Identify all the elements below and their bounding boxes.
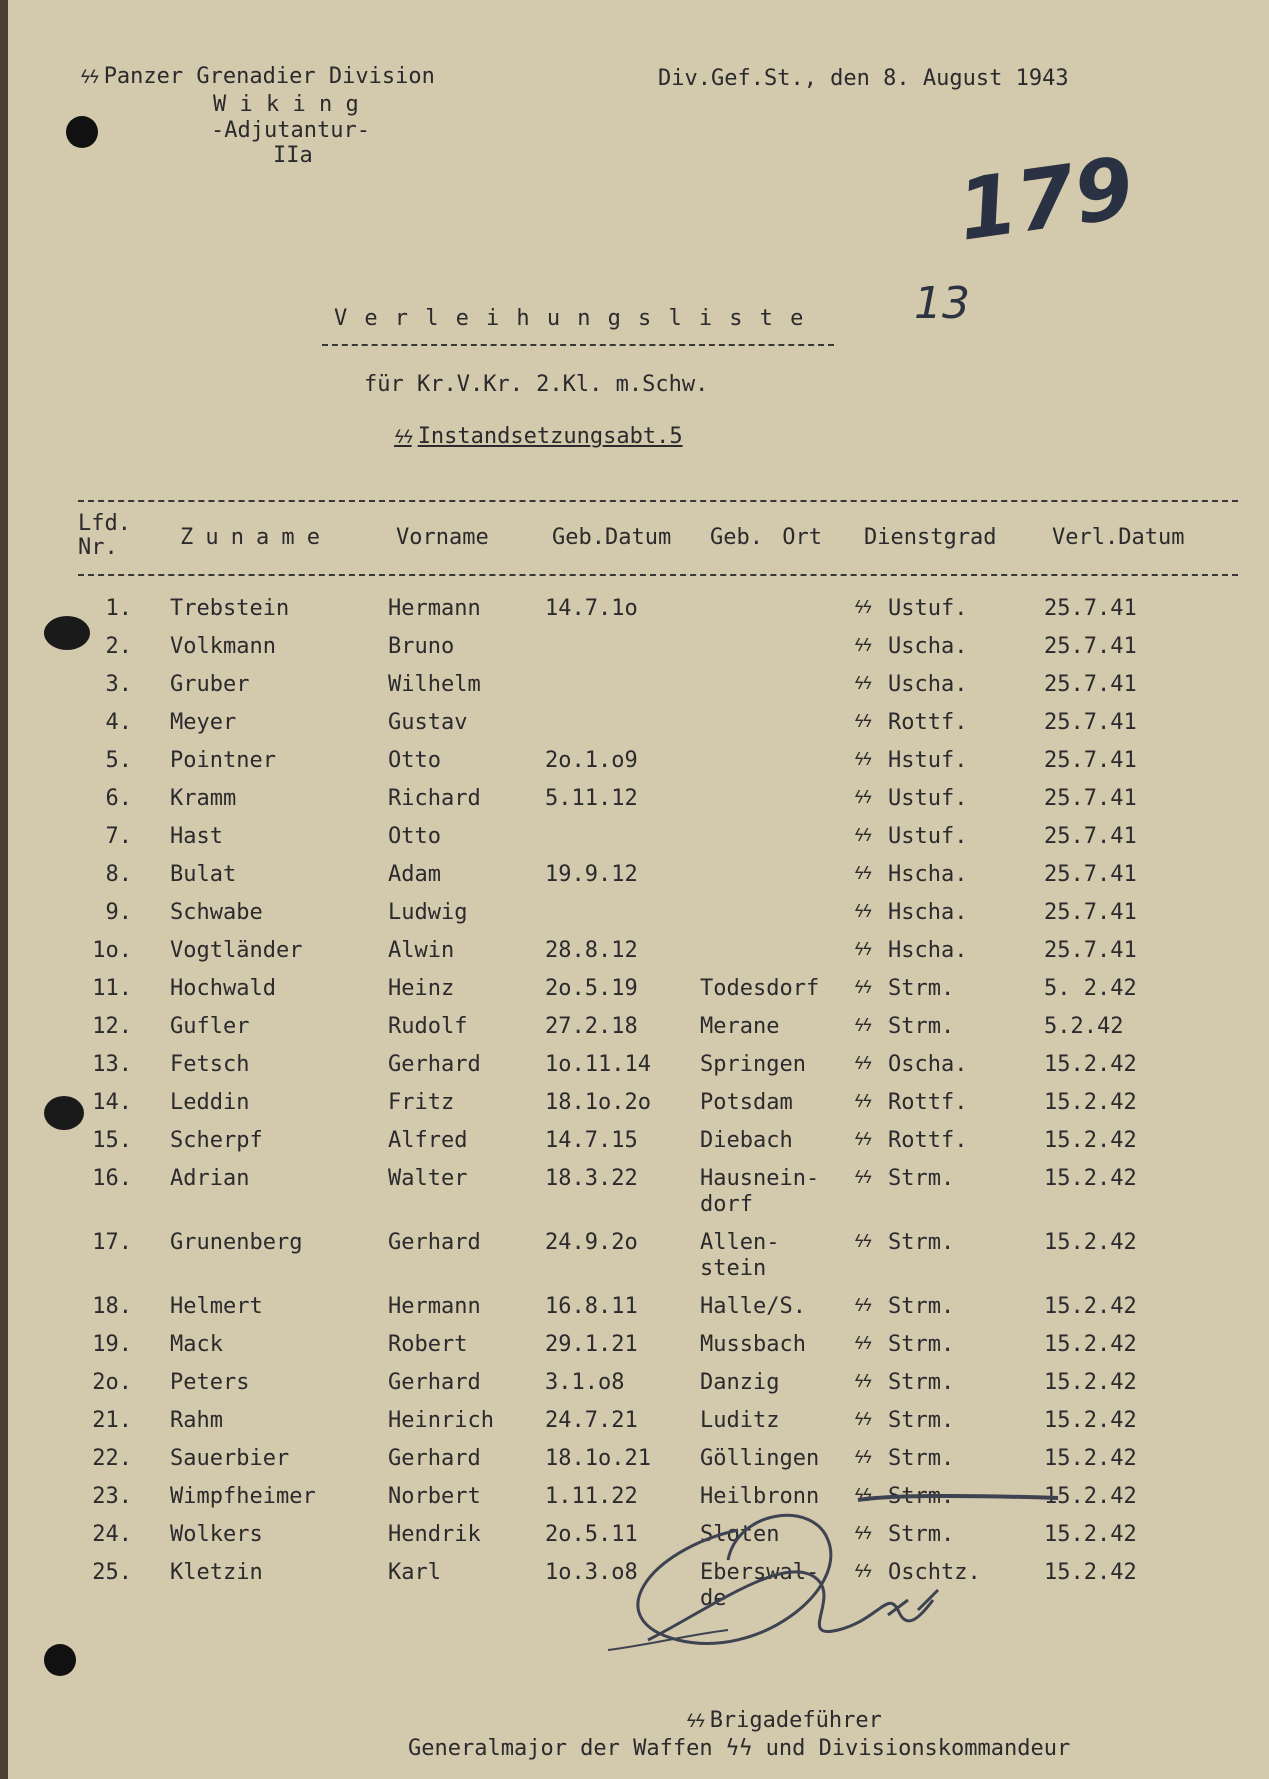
row-number: 18. xyxy=(92,1294,132,1319)
unit-name: Instandsetzungsabt.5 xyxy=(417,424,683,449)
birth-place-cell: Potsdam xyxy=(700,1090,793,1115)
rank-cell: Hstuf. xyxy=(888,748,968,773)
rank-cell: Strm. xyxy=(888,1370,955,1395)
surname-cell: Rahm xyxy=(170,1408,223,1433)
surname-cell: Mack xyxy=(170,1332,223,1357)
row-number: 13. xyxy=(92,1052,132,1077)
ss-rune-glyph: ϟϟ xyxy=(854,674,871,694)
firstname-cell: Gerhard xyxy=(388,1370,481,1395)
award-date-cell: 15.2.42 xyxy=(1044,1370,1137,1395)
birth-date-cell: 27.2.18 xyxy=(545,1014,638,1039)
row-number: 23. xyxy=(92,1484,132,1509)
row-number: 16. xyxy=(92,1166,132,1191)
table-row xyxy=(8,976,1269,1014)
row-number: 3. xyxy=(105,672,132,697)
birth-date-cell: 2o.5.11 xyxy=(545,1522,638,1547)
ss-rune-glyph: ϟϟ xyxy=(854,636,871,656)
col-header-nr: Lfd. Nr. xyxy=(78,511,131,560)
ss-rune-glyph: ϟϟ xyxy=(854,1372,871,1392)
row-number: 19. xyxy=(92,1332,132,1357)
birth-date-cell: 2o.5.19 xyxy=(545,976,638,1001)
award-date-cell: 25.7.41 xyxy=(1044,634,1137,659)
birth-place-cell: Springen xyxy=(700,1052,806,1077)
rank-cell: Rottf. xyxy=(888,1128,968,1153)
surname-cell: Gufler xyxy=(170,1014,250,1039)
birth-place-cell: Merane xyxy=(700,1014,780,1039)
surname-cell: Hast xyxy=(170,824,223,849)
surname-cell: Gruber xyxy=(170,672,250,697)
birth-place-cell: Allen- stein xyxy=(700,1230,780,1281)
award-date-cell: 15.2.42 xyxy=(1044,1560,1137,1585)
handwritten-page-number: 13 xyxy=(914,278,970,329)
ss-rune-glyph: ϟϟ xyxy=(854,864,871,884)
award-date-cell: 15.2.42 xyxy=(1044,1052,1137,1077)
surname-cell: Bulat xyxy=(170,862,237,887)
surname-cell: Adrian xyxy=(170,1166,250,1191)
col-header-rank: Dienstgrad xyxy=(864,525,997,550)
birth-date-cell: 18.1o.21 xyxy=(545,1446,651,1471)
birth-place-cell: Todesdorf xyxy=(700,976,820,1001)
ss-rune-glyph: ϟϟ xyxy=(80,67,98,88)
ss-rune-glyph: ϟϟ xyxy=(686,1711,704,1732)
firstname-cell: Otto xyxy=(388,748,441,773)
award-date-cell: 5. 2.42 xyxy=(1044,976,1137,1001)
table-row xyxy=(8,634,1269,672)
birth-date-cell: 18.1o.2o xyxy=(545,1090,651,1115)
row-number: 17. xyxy=(92,1230,132,1255)
row-number: 11. xyxy=(92,976,132,1001)
row-number: 8. xyxy=(105,862,132,887)
row-number: 12. xyxy=(92,1014,132,1039)
place-date: Div.Gef.St., den 8. August 1943 xyxy=(658,66,1069,91)
signatory-title: Generalmajor der Waffen ϟϟ und Divisionskommandeur xyxy=(408,1736,1071,1761)
award-date-cell: 25.7.41 xyxy=(1044,672,1137,697)
col-header-firstname: Vorname xyxy=(396,525,489,550)
ss-rune-glyph: ϟϟ xyxy=(854,940,871,960)
table-row xyxy=(8,862,1269,900)
birth-place-cell: Halle/S. xyxy=(700,1294,806,1319)
rank-cell: Ustuf. xyxy=(888,786,968,811)
birth-date-cell: 1.11.22 xyxy=(545,1484,638,1509)
table-row xyxy=(8,710,1269,748)
division-header-line1 xyxy=(80,64,435,89)
birth-place-cell: Göllingen xyxy=(700,1446,820,1471)
ss-rune-glyph: ϟϟ xyxy=(854,750,871,770)
birth-date-cell: 19.9.12 xyxy=(545,862,638,887)
birth-place-cell: Diebach xyxy=(700,1128,793,1153)
table-row xyxy=(8,1052,1269,1090)
rank-cell: Uscha. xyxy=(888,672,968,697)
ss-rune-glyph: ϟϟ xyxy=(854,1410,871,1430)
row-number: 2. xyxy=(105,634,132,659)
firstname-cell: Hermann xyxy=(388,596,481,621)
birth-place-cell: Eberswal- de xyxy=(700,1560,820,1611)
punch-hole-bottom xyxy=(44,1644,76,1676)
table-row xyxy=(8,1014,1269,1052)
ss-rune-glyph: ϟϟ xyxy=(854,1168,871,1188)
table-row xyxy=(8,1294,1269,1332)
ss-rune-glyph: ϟϟ xyxy=(854,902,871,922)
firstname-cell: Bruno xyxy=(388,634,455,659)
birth-date-cell: 2o.1.o9 xyxy=(545,748,638,773)
award-date-cell: 15.2.42 xyxy=(1044,1522,1137,1547)
table-row xyxy=(8,1166,1269,1217)
award-date-cell: 15.2.42 xyxy=(1044,1166,1137,1191)
row-number: 6. xyxy=(105,786,132,811)
col-header-pob: Geb. Ort xyxy=(710,525,822,550)
surname-cell: Volkmann xyxy=(170,634,276,659)
ss-rune-glyph: ϟϟ xyxy=(854,1016,871,1036)
award-date-cell: 15.2.42 xyxy=(1044,1230,1137,1255)
firstname-cell: Rudolf xyxy=(388,1014,468,1039)
rank-cell: Hscha. xyxy=(888,862,968,887)
birth-date-cell: 3.1.o8 xyxy=(545,1370,625,1395)
award-date-cell: 25.7.41 xyxy=(1044,710,1137,735)
table-row xyxy=(8,824,1269,862)
surname-cell: Helmert xyxy=(170,1294,263,1319)
birth-date-cell: 18.3.22 xyxy=(545,1166,638,1191)
ss-rune-glyph: ϟϟ xyxy=(854,1486,871,1506)
firstname-cell: Norbert xyxy=(388,1484,481,1509)
firstname-cell: Fritz xyxy=(388,1090,455,1115)
award-date-cell: 25.7.41 xyxy=(1044,862,1137,887)
ss-rune-glyph: ϟϟ xyxy=(854,1524,871,1544)
award-date-cell: 25.7.41 xyxy=(1044,938,1137,963)
rank-cell: Strm. xyxy=(888,1230,955,1255)
rank-cell: Hscha. xyxy=(888,900,968,925)
document-title: Verleihungsliste xyxy=(334,306,821,331)
row-number: 24. xyxy=(92,1522,132,1547)
table-row xyxy=(8,900,1269,938)
col-header-surname: Zuname xyxy=(180,525,333,550)
handwritten-signature xyxy=(588,1440,1068,1690)
firstname-cell: Wilhelm xyxy=(388,672,481,697)
rank-cell: Strm. xyxy=(888,1014,955,1039)
birth-date-cell: 16.8.11 xyxy=(545,1294,638,1319)
surname-cell: Pointner xyxy=(170,748,276,773)
rank-cell: Strm. xyxy=(888,1166,955,1191)
firstname-cell: Walter xyxy=(388,1166,468,1191)
table-top-rule xyxy=(78,500,1238,502)
surname-cell: Leddin xyxy=(170,1090,250,1115)
unit-line xyxy=(394,424,683,449)
surname-cell: Peters xyxy=(170,1370,250,1395)
award-date-cell: 15.2.42 xyxy=(1044,1446,1137,1471)
rank-cell: Strm. xyxy=(888,1294,955,1319)
row-number: 25. xyxy=(92,1560,132,1585)
birth-place-cell: Mussbach xyxy=(700,1332,806,1357)
birth-date-cell: 24.7.21 xyxy=(545,1408,638,1433)
row-number: 9. xyxy=(105,900,132,925)
col-header-dob: Geb.Datum xyxy=(552,525,672,550)
ss-rune-glyph: ϟϟ xyxy=(854,1448,871,1468)
surname-cell: Vogtländer xyxy=(170,938,303,963)
surname-cell: Grunenberg xyxy=(170,1230,303,1255)
division-header-line4: IIa xyxy=(273,143,313,168)
birth-date-cell: 24.9.2o xyxy=(545,1230,638,1255)
award-date-cell: 15.2.42 xyxy=(1044,1128,1137,1153)
surname-cell: Wimpfheimer xyxy=(170,1484,316,1509)
division-header-line2: W i k i n g xyxy=(213,92,359,117)
rank-cell: Ustuf. xyxy=(888,824,968,849)
surname-cell: Kletzin xyxy=(170,1560,263,1585)
birth-place-cell: Luditz xyxy=(700,1408,780,1433)
row-number: 7. xyxy=(105,824,132,849)
rank-cell: Strm. xyxy=(888,1446,955,1471)
surname-cell: Sauerbier xyxy=(170,1446,290,1471)
rank-cell: Strm. xyxy=(888,1522,955,1547)
rank-cell: Oschtz. xyxy=(888,1560,981,1585)
table-row xyxy=(8,1230,1269,1281)
award-date-cell: 25.7.41 xyxy=(1044,748,1137,773)
signatory-rank-text: Brigadeführer xyxy=(709,1708,882,1733)
row-number: 2o. xyxy=(92,1370,132,1395)
firstname-cell: Karl xyxy=(388,1560,441,1585)
table-row xyxy=(8,1090,1269,1128)
ss-rune-glyph: ϟϟ xyxy=(854,1054,871,1074)
row-number: 21. xyxy=(92,1408,132,1433)
firstname-cell: Alwin xyxy=(388,938,455,963)
birth-date-cell: 29.1.21 xyxy=(545,1332,638,1357)
award-date-cell: 15.2.42 xyxy=(1044,1484,1137,1509)
ss-rune-glyph: ϟϟ xyxy=(854,826,871,846)
firstname-cell: Ludwig xyxy=(388,900,468,925)
table-row xyxy=(8,1332,1269,1370)
row-number: 4. xyxy=(105,710,132,735)
birth-place-cell: Heilbronn xyxy=(700,1484,820,1509)
award-date-cell: 25.7.41 xyxy=(1044,786,1137,811)
surname-cell: Scherpf xyxy=(170,1128,263,1153)
firstname-cell: Gerhard xyxy=(388,1446,481,1471)
ss-rune-glyph: ϟϟ xyxy=(854,1232,871,1252)
row-number: 5. xyxy=(105,748,132,773)
rank-cell: Uscha. xyxy=(888,634,968,659)
award-date-cell: 15.2.42 xyxy=(1044,1408,1137,1433)
award-date-cell: 5.2.42 xyxy=(1044,1014,1124,1039)
title-underline xyxy=(322,344,834,346)
row-number: 15. xyxy=(92,1128,132,1153)
ss-rune-glyph: ϟϟ xyxy=(854,1296,871,1316)
firstname-cell: Gerhard xyxy=(388,1052,481,1077)
firstname-cell: Gustav xyxy=(388,710,468,735)
table-header-rule xyxy=(78,574,1238,576)
table-row xyxy=(8,596,1269,634)
document-page xyxy=(8,0,1269,1779)
birth-date-cell: 14.7.15 xyxy=(545,1128,638,1153)
table-row xyxy=(8,938,1269,976)
firstname-cell: Richard xyxy=(388,786,481,811)
firstname-cell: Otto xyxy=(388,824,441,849)
award-date-cell: 25.7.41 xyxy=(1044,596,1137,621)
birth-date-cell: 1o.3.o8 xyxy=(545,1560,638,1585)
col-header-award-date: Verl.Datum xyxy=(1052,525,1185,550)
firstname-cell: Hendrik xyxy=(388,1522,481,1547)
ss-rune-glyph: ϟϟ xyxy=(394,427,412,448)
award-date-cell: 25.7.41 xyxy=(1044,900,1137,925)
surname-cell: Fetsch xyxy=(170,1052,250,1077)
firstname-cell: Gerhard xyxy=(388,1230,481,1255)
row-number: 14. xyxy=(92,1090,132,1115)
award-line: für Kr.V.Kr. 2.Kl. m.Schw. xyxy=(364,372,709,397)
firstname-cell: Hermann xyxy=(388,1294,481,1319)
table-row xyxy=(8,786,1269,824)
rank-cell: Rottf. xyxy=(888,1090,968,1115)
birth-date-cell: 5.11.12 xyxy=(545,786,638,811)
division-name: Panzer Grenadier Division xyxy=(103,64,435,89)
birth-place-cell: Hausnein- dorf xyxy=(700,1166,820,1217)
table-row xyxy=(8,748,1269,786)
rank-cell: Rottf. xyxy=(888,710,968,735)
award-date-cell: 15.2.42 xyxy=(1044,1090,1137,1115)
row-number: 22. xyxy=(92,1446,132,1471)
surname-cell: Schwabe xyxy=(170,900,263,925)
firstname-cell: Alfred xyxy=(388,1128,468,1153)
surname-cell: Trebstein xyxy=(170,596,290,621)
handwritten-folio-number: 179 xyxy=(952,138,1140,260)
birth-date-cell: 28.8.12 xyxy=(545,938,638,963)
birth-place-cell: Danzig xyxy=(700,1370,780,1395)
rank-cell: Oscha. xyxy=(888,1052,968,1077)
surname-cell: Meyer xyxy=(170,710,237,735)
rank-cell: Strm. xyxy=(888,1408,955,1433)
table-row xyxy=(8,1128,1269,1166)
birth-date-cell: 14.7.1o xyxy=(545,596,638,621)
rank-cell: Hscha. xyxy=(888,938,968,963)
rank-cell: Strm. xyxy=(888,1332,955,1357)
firstname-cell: Robert xyxy=(388,1332,468,1357)
birth-date-cell: 1o.11.14 xyxy=(545,1052,651,1077)
ss-rune-glyph: ϟϟ xyxy=(854,598,871,618)
rank-cell: Strm. xyxy=(888,1484,955,1509)
row-number: 1. xyxy=(105,596,132,621)
surname-cell: Wolkers xyxy=(170,1522,263,1547)
punch-hole-top xyxy=(66,116,98,148)
row-number: 1o. xyxy=(92,938,132,963)
ss-rune-glyph: ϟϟ xyxy=(854,978,871,998)
award-date-cell: 15.2.42 xyxy=(1044,1294,1137,1319)
rank-cell: Ustuf. xyxy=(888,596,968,621)
table-row xyxy=(8,1370,1269,1408)
award-date-cell: 15.2.42 xyxy=(1044,1332,1137,1357)
division-header-line3: -Adjutantur- xyxy=(211,118,370,143)
signatory-rank xyxy=(686,1708,882,1733)
firstname-cell: Adam xyxy=(388,862,441,887)
ss-rune-glyph: ϟϟ xyxy=(854,788,871,808)
surname-cell: Kramm xyxy=(170,786,237,811)
ss-rune-glyph: ϟϟ xyxy=(854,1130,871,1150)
firstname-cell: Heinrich xyxy=(388,1408,494,1433)
rank-cell: Strm. xyxy=(888,976,955,1001)
surname-cell: Hochwald xyxy=(170,976,276,1001)
birth-place-cell: Sloten xyxy=(700,1522,780,1547)
award-date-cell: 25.7.41 xyxy=(1044,824,1137,849)
ss-rune-glyph: ϟϟ xyxy=(854,1562,871,1582)
ss-rune-glyph: ϟϟ xyxy=(854,712,871,732)
ss-rune-glyph: ϟϟ xyxy=(854,1334,871,1354)
firstname-cell: Heinz xyxy=(388,976,455,1001)
table-row xyxy=(8,672,1269,710)
ss-rune-glyph: ϟϟ xyxy=(854,1092,871,1112)
